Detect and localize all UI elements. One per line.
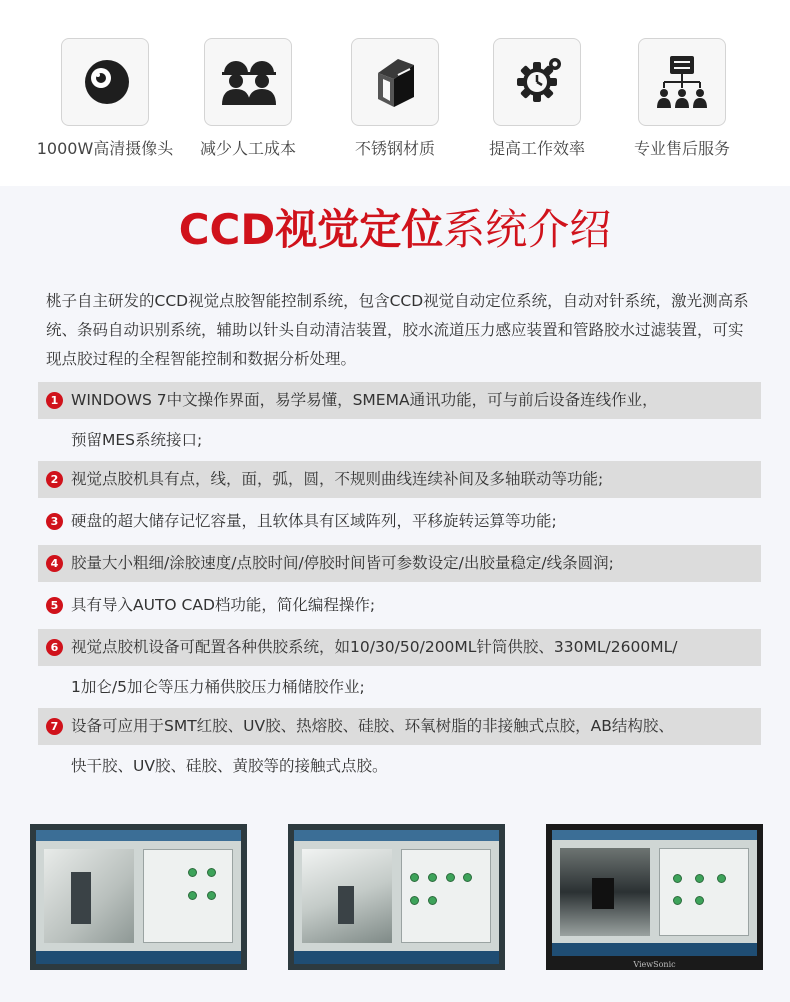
- monitor-brand: ViewSonic: [633, 960, 676, 969]
- feature-label: 不锈钢材质: [354, 139, 435, 158]
- title-strong: CCD视觉定位: [178, 205, 444, 254]
- number-badge: 6: [46, 639, 63, 656]
- list-item: [38, 587, 761, 629]
- feature-label: 专业售后服务: [633, 139, 730, 158]
- feature-camera: [30, 38, 180, 159]
- section-title: [0, 200, 790, 260]
- item-text: 硬盘的超大储存记忆容量，且软体具有区域阵列，平移旋转运算等功能;: [71, 512, 557, 530]
- number-badge: 7: [46, 718, 63, 735]
- intro-paragraph: 桃子自主研发的CCD视觉点胶智能控制系统，包含CCD视觉自动定位系统，自动对针系统，激光测高系统、条码自动识别系统，辅助以针头自动清洁装置，胶水流道压力感应装置和管路胶水过滤装置，可实现点胶过程的全程智能控制和数据分析处理。: [46, 292, 749, 368]
- steel-material-icon: [351, 38, 439, 126]
- item-text: WINDOWS 7中文操作界面，易学易懂，SMEMA通讯功能，可与前后设备连线作业，: [71, 391, 658, 409]
- feature-efficiency: [462, 38, 612, 159]
- item-text: 设备可应用于SMT红胶、UV胶、热熔胶、硅胶、环氧树脂的非接触式点胶，AB结构胶、: [71, 717, 674, 735]
- list-item: [38, 708, 761, 787]
- number-badge: 1: [46, 392, 63, 409]
- list-item: [38, 629, 761, 708]
- service-network-icon: [638, 38, 726, 126]
- number-badge: 5: [46, 597, 63, 614]
- feature-service: [607, 38, 757, 159]
- list-item: [38, 461, 761, 503]
- software-screen-photo-3: [546, 824, 763, 970]
- number-badge: 3: [46, 513, 63, 530]
- item-text: 视觉点胶机设备可配置各种供胶系统，如10/30/50/200ML针筒供胶、330ML/2600ML/: [71, 638, 678, 656]
- feature-label: 1000W高清摄像头: [36, 139, 174, 158]
- software-screen-photo-1: [30, 824, 247, 970]
- software-screen-photo-2: [288, 824, 505, 970]
- camera-icon: [61, 38, 149, 126]
- list-item: [38, 503, 761, 545]
- workers-icon: [204, 38, 292, 126]
- number-badge: 2: [46, 471, 63, 488]
- item-text: 快干胶、UV胶、硅胶、黄胶等的接触式点胶。: [71, 757, 388, 775]
- title-light: 系统介绍: [443, 205, 612, 254]
- feature-list: [38, 382, 761, 787]
- item-text: 1加仑/5加仑等压力桶供胶压力桶储胶作业;: [71, 678, 365, 696]
- feature-label: 减少人工成本: [199, 139, 296, 158]
- item-text: 预留MES系统接口;: [71, 431, 203, 449]
- feature-steel: [320, 38, 470, 159]
- item-text: 视觉点胶机具有点，线，面，弧，圆，不规则曲线连续补间及多轴联动等功能;: [71, 470, 604, 488]
- feature-label: 提高工作效率: [488, 139, 585, 158]
- item-text: 胶量大小粗细/涂胶速度/点胶时间/停胶时间皆可参数设定/出胶量稳定/线条圆润;: [71, 554, 614, 572]
- feature-workers: [173, 38, 323, 159]
- item-text: 具有导入AUTO CAD档功能，简化编程操作;: [71, 596, 376, 614]
- gear-clock-icon: [493, 38, 581, 126]
- list-item: [38, 545, 761, 587]
- number-badge: 4: [46, 555, 63, 572]
- list-item: [38, 382, 761, 461]
